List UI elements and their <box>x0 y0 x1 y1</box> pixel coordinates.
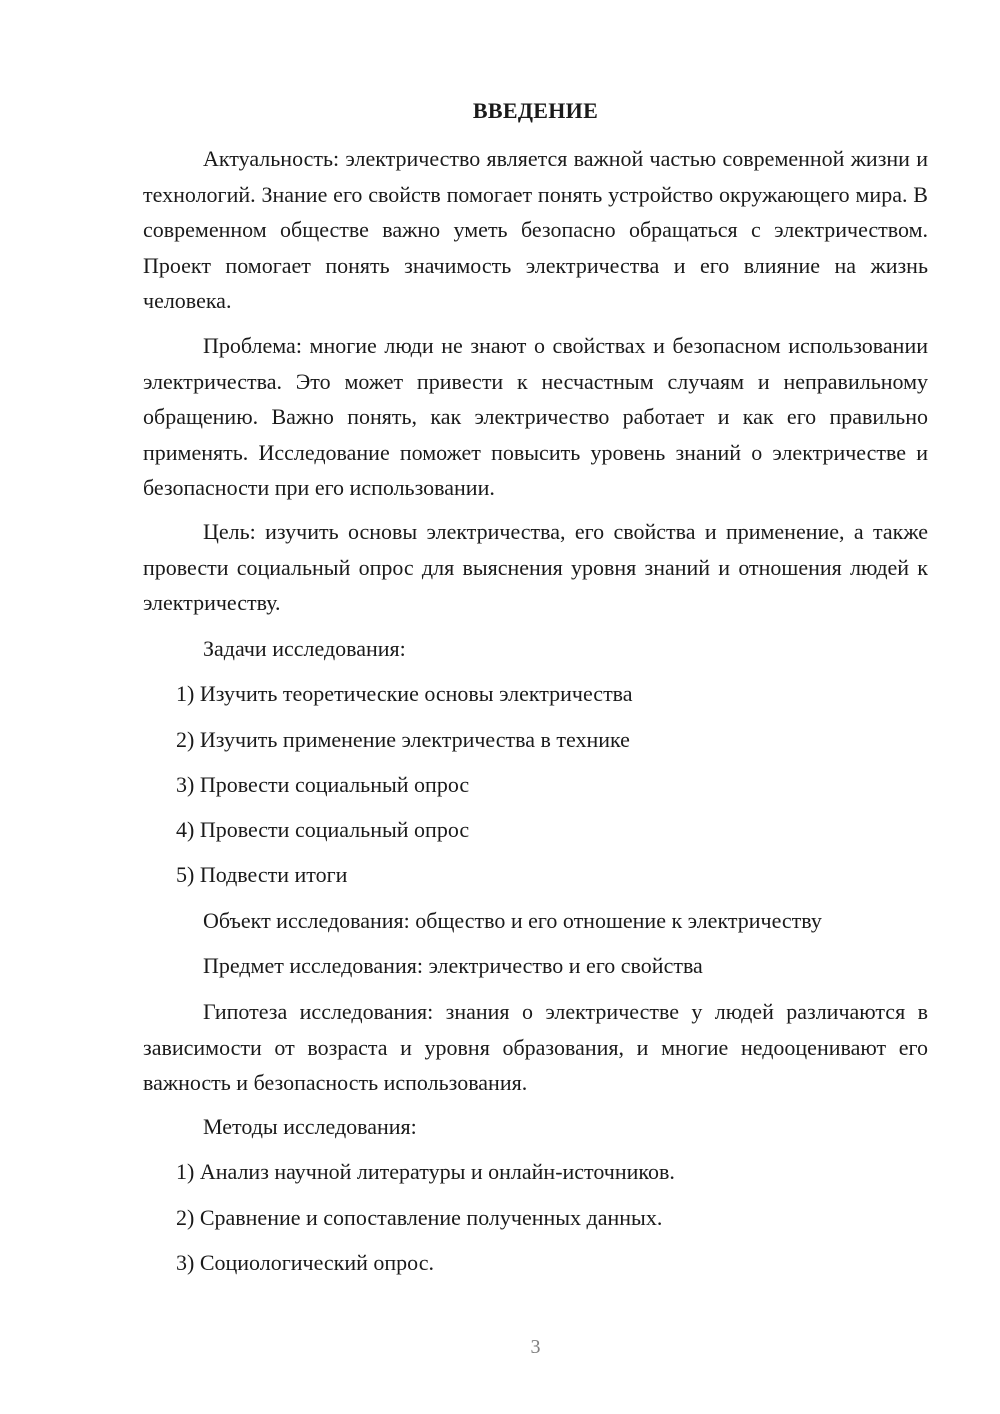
task-item: 1) Изучить теоретические основы электричества <box>176 681 633 706</box>
methods-heading: Методы исследования: <box>203 1114 417 1139</box>
task-item: 4) Провести социальный опрос <box>176 817 470 842</box>
task-item: 2) Изучить применение электричества в технике <box>176 727 630 752</box>
problem-paragraph: Проблема: многие люди не знают о свойствах и безопасном использовании электричества. Это может привести к несчастным случаям и неправильному обращению. Важно понять, как электричество работает и как его правильно применять. Исследование поможет повысить уровень знаний о электричестве и безопасности при его использовании. <box>143 333 928 500</box>
page-number: 3 <box>530 1336 541 1358</box>
task-item: 3) Провести социальный опрос <box>176 772 470 797</box>
goal-paragraph: Цель: изучить основы электричества, его свойства и применение, а также провести социальный опрос для выяснения уровня знаний и отношения людей к электричеству. <box>143 519 928 615</box>
method-item: 2) Сравнение и сопоставление полученных данных. <box>176 1205 663 1230</box>
method-item: 1) Анализ научной литературы и онлайн-источников. <box>176 1159 675 1184</box>
method-item: 3) Социологический опрос. <box>176 1250 434 1275</box>
page-title: ВВЕДЕНИЕ <box>472 98 599 123</box>
research-subject: Предмет исследования: электричество и его свойства <box>203 953 703 978</box>
relevance-paragraph: Актуальность: электричество является важной частью современной жизни и технологий. Знание его свойств помогает понять устройство окружающего мира. В современном обществе важно уметь безопасно обращаться с электричеством. Проект помогает понять значимость электричества и его влияние на жизнь человека. <box>143 146 928 313</box>
task-item: 5) Подвести итоги <box>176 862 348 887</box>
document-page <box>143 0 928 1414</box>
research-object: Объект исследования: общество и его отношение к электричеству <box>203 908 822 933</box>
hypothesis-paragraph: Гипотеза исследования: знания о электричестве у людей различаются в зависимости от возраста и уровня образования, и многие недооценивают его важность и безопасность использования. <box>143 999 928 1095</box>
tasks-heading: Задачи исследования: <box>203 636 406 661</box>
